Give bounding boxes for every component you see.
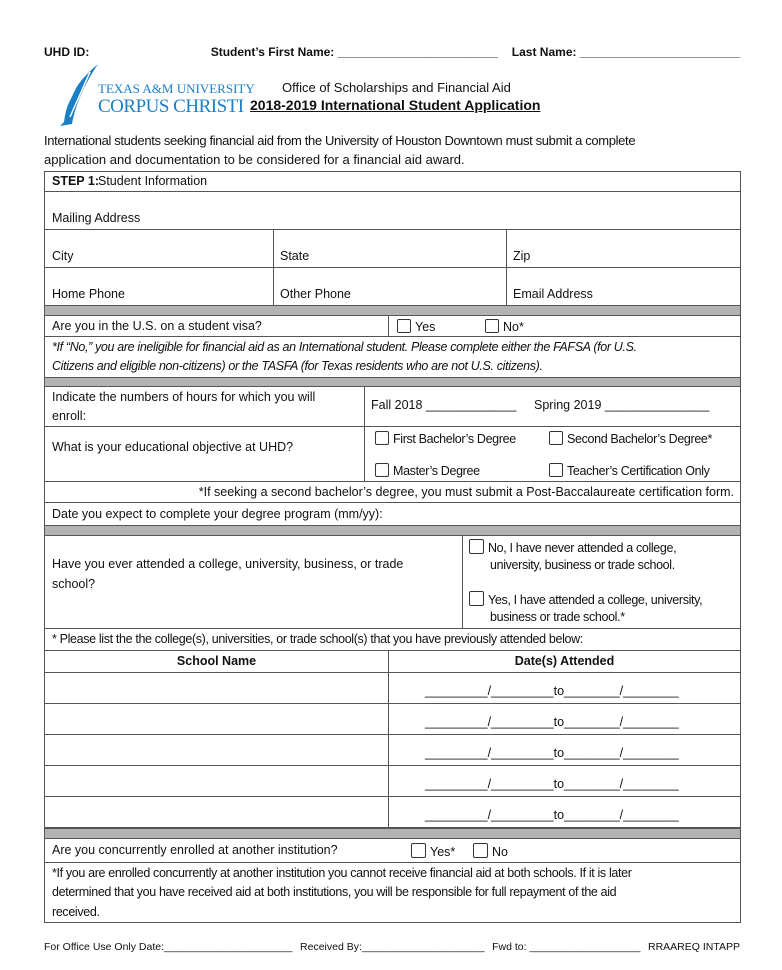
date-range-text: _________/_________to________/________	[425, 746, 679, 760]
state-field[interactable]	[273, 229, 507, 268]
concurrent-note-line3: received.	[52, 905, 100, 919]
city-label: City	[52, 249, 74, 263]
school-name-input[interactable]	[44, 703, 389, 735]
teacher-cert-checkbox[interactable]	[549, 463, 710, 478]
uhd-id-label: UHD ID:	[44, 45, 90, 59]
mailing-address-field[interactable]	[44, 191, 741, 230]
attended-question	[44, 535, 463, 629]
dates-attended-input[interactable]	[388, 734, 741, 766]
attended-no-checkbox[interactable]	[469, 539, 676, 555]
concurrent-no-checkbox[interactable]	[473, 843, 508, 859]
concurrent-row	[44, 838, 741, 863]
visa-note-line2: Citizens and eligible non-citizens) or the TASFA (for Texas residents who are not U.S. citizens).	[52, 359, 543, 373]
attended-yes-line2: business or trade school.*	[490, 610, 625, 624]
hours-question	[44, 386, 365, 427]
intro-line1: International students seeking financial aid from the University of Houston Downtown must submit a complete	[44, 133, 636, 148]
visa-question-text: Are you in the U.S. on a student visa?	[52, 319, 262, 333]
second-bachelors-checkbox[interactable]	[549, 431, 712, 446]
visa-yes-label: Yes	[415, 320, 436, 334]
school-name-input[interactable]	[44, 796, 389, 828]
school-name-header: School Name	[44, 650, 389, 673]
option-label: First Bachelor’s Degree	[393, 432, 516, 446]
attended-q-line2: school?	[52, 577, 96, 591]
form-title: 2018-2019 International Student Application	[250, 97, 541, 113]
objective-question	[44, 426, 365, 482]
concurrent-note-line2: determined that you have received aid at both institutions, you will be responsible for full repayment of the aid	[52, 885, 617, 899]
concurrent-no-label: No	[492, 845, 508, 859]
date-range-text: _________/_________to________/________	[425, 777, 679, 791]
school-name-input[interactable]	[44, 734, 389, 766]
masters-checkbox[interactable]	[375, 463, 480, 478]
form-code: RRAAREQ INTAPP	[647, 941, 740, 953]
fall-hours-field[interactable]: Fall 2018 _____________	[371, 398, 517, 412]
header-row	[44, 45, 740, 59]
list-note	[44, 628, 741, 651]
email-field[interactable]	[506, 267, 741, 306]
fwd-to: Fwd to: ___________________	[492, 941, 641, 953]
objective-note	[44, 481, 741, 503]
email-label: Email Address	[513, 287, 593, 301]
dates-attended-header: Date(s) Attended	[388, 650, 741, 673]
hours-q-line1: Indicate the numbers of hours for which you will	[52, 390, 316, 404]
visa-note-line1: *If “No,” you are ineligible for financial aid as an International student. Please complete either the FAFSA (for U.S.	[52, 340, 637, 354]
state-label: State	[280, 249, 310, 263]
zip-label: Zip	[513, 249, 531, 263]
dates-attended-input[interactable]	[388, 765, 741, 797]
date-range-text: _________/_________to________/________	[425, 808, 679, 822]
attended-q-line1: Have you ever attended a college, university, business, or trade	[52, 557, 404, 571]
option-label: Second Bachelor’s Degree*	[567, 432, 713, 446]
office-use-footer	[44, 941, 740, 953]
dates-attended-input[interactable]	[388, 672, 741, 704]
visa-question	[44, 315, 389, 337]
step-title: Student Information	[98, 174, 208, 188]
attended-yes-checkbox[interactable]	[469, 591, 702, 607]
visa-yes-checkbox[interactable]	[397, 319, 435, 334]
first-bachelors-checkbox[interactable]	[375, 431, 516, 446]
home-phone-field[interactable]	[44, 267, 274, 306]
visa-no-label: No*	[503, 320, 524, 334]
objective-options	[364, 426, 741, 482]
concurrent-yes-label: Yes*	[430, 845, 456, 859]
attended-options	[462, 535, 741, 629]
attended-yes-line1: Yes, I have attended a college, university,	[488, 593, 703, 607]
received-by: Received By:_____________________	[300, 941, 485, 953]
option-label: Teacher’s Certification Only	[567, 464, 710, 478]
date-range-text: _________/_________to________/________	[425, 684, 679, 698]
concurrent-note	[44, 862, 741, 923]
option-label: Master’s Degree	[393, 464, 480, 478]
step-header	[44, 171, 741, 192]
school-name-input[interactable]	[44, 765, 389, 797]
mailing-label: Mailing Address	[52, 211, 141, 225]
city-field[interactable]	[44, 229, 274, 268]
hours-q-line2: enroll:	[52, 409, 87, 423]
spring-hours-field[interactable]: Spring 2019 _______________	[534, 398, 710, 412]
concurrent-note-line1: *If you are enrolled concurrently at another institution you cannot receive financial aid at both schools. If it is later	[52, 866, 632, 880]
concurrent-question: Are you concurrently enrolled at another institution?	[52, 843, 338, 857]
visa-note	[44, 336, 741, 378]
attended-no-line1: No, I have never attended a college,	[488, 541, 677, 555]
office-name: Office of Scholarships and Financial Aid	[282, 80, 511, 95]
hours-fields	[364, 386, 741, 427]
school-name-input[interactable]	[44, 672, 389, 704]
logo-line2: CORPUS CHRISTI	[98, 96, 244, 117]
intro-line2: application and documentation to be considered for a financial aid award.	[44, 152, 465, 167]
completion-label: Date you expect to complete your degree program (mm/yy):	[52, 507, 383, 521]
visa-options	[388, 315, 741, 337]
zip-field[interactable]	[506, 229, 741, 268]
home-phone-label: Home Phone	[52, 287, 125, 301]
date-range-text: _________/_________to________/________	[425, 715, 679, 729]
logo-line1: TEXAS A&M UNIVERSITY	[98, 81, 255, 96]
university-logo-icon	[58, 62, 102, 128]
concurrent-yes-checkbox[interactable]	[411, 843, 455, 859]
completion-date-field[interactable]	[44, 502, 741, 526]
list-note-text: * Please list the the college(s), universities, or trade school(s) that you have previously attended below:	[52, 632, 583, 646]
last-name-field[interactable]: Last Name: ________________________	[511, 45, 740, 59]
attended-no-line2: university, business or trade school.	[490, 558, 675, 572]
other-phone-label: Other Phone	[280, 287, 351, 301]
step-label: STEP 1:	[52, 174, 100, 188]
dates-attended-input[interactable]	[388, 796, 741, 828]
other-phone-field[interactable]	[273, 267, 507, 306]
visa-no-checkbox[interactable]	[485, 319, 524, 334]
office-use-date: For Office Use Only Date:______________________	[44, 941, 293, 953]
dates-attended-input[interactable]	[388, 703, 741, 735]
objective-q-text: What is your educational objective at UHD?	[52, 440, 294, 454]
objective-note-text: *If seeking a second bachelor’s degree, you must submit a Post-Baccalaureate certification form.	[198, 485, 734, 499]
first-name-field[interactable]: Student’s First Name: ________________________	[210, 45, 498, 59]
